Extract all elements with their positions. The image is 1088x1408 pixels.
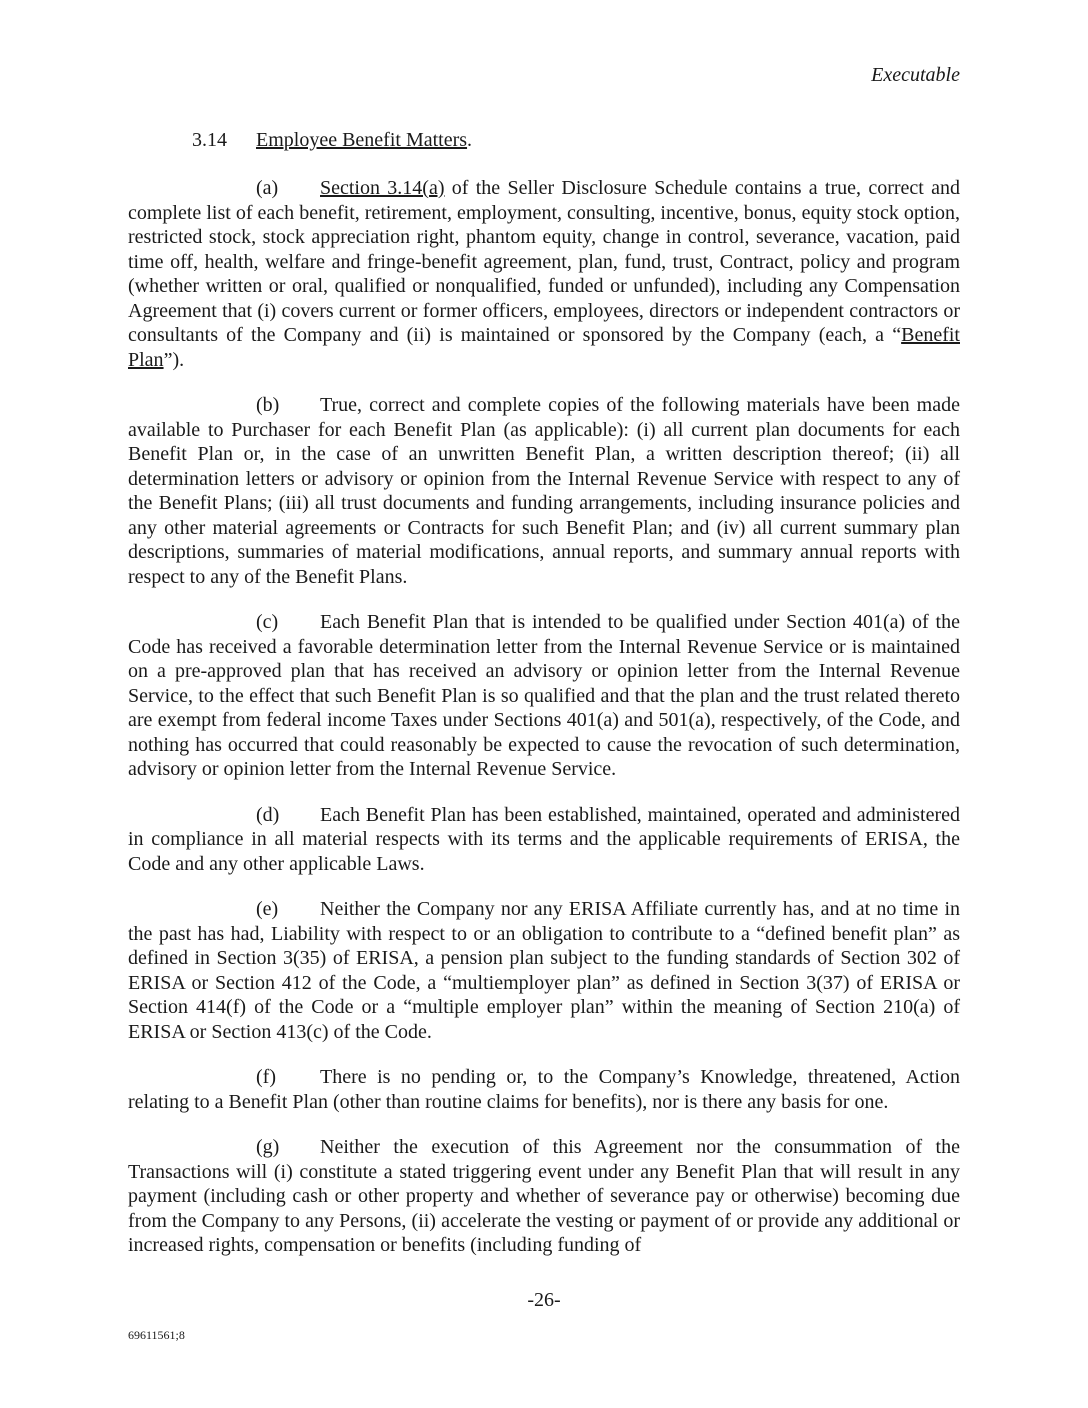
paragraph-g (128, 1135, 960, 1258)
section-reference: Section 3.14(a) (320, 177, 445, 199)
paragraph-label: (g) (256, 1136, 280, 1158)
paragraph-c (128, 610, 960, 782)
paragraph-label: (a) (256, 177, 279, 199)
defined-term: Benefit Plan (128, 324, 960, 371)
section-title-period: . (467, 129, 473, 151)
paragraph-label: (e) (256, 898, 279, 920)
paragraph-text: Neither the Company nor any ERISA Affiliate currently has, and at no time in the past has had, Liability with respect to or an obligation to contribute to a “defined benefit plan” as defined in Section 3(35) of ERISA, a pension plan subject to the funding standards of Section 302 of ERISA or Section 412 of the Code, a “multiemployer plan” as defined in Section 3(37) of ERISA or Section 414(f) of the Code or a “multiple employer plan” within the meaning of Section 210(a) of ERISA or Section 413(c) of the Code. (128, 898, 960, 1043)
paragraph-label: (b) (256, 394, 280, 416)
paragraph-e (128, 897, 960, 1044)
paragraph-text: True, correct and complete copies of the following materials have been made available to Purchaser for each Benefit Plan (as applicable): (i) all current plan documents for each Benefit Plan or, in the case of an unwritten Benefit Plan, a written description thereof; (ii) all determination letters or advisory or opinion from the Internal Revenue Service with respect to any of the Benefit Plans; (iii) all trust documents and funding arrangements, including insurance policies and any other material agreements or Contracts for such Benefit Plan; and (iv) all current summary plan descriptions, summaries of material modifications, annual reports, and summary annual reports with respect to any of the Benefit Plans. (128, 394, 960, 588)
paragraph-text: Each Benefit Plan has been established, maintained, operated and administered in compliance in all material respects with its terms and the applicable requirements of ERISA, the Code and any other applicable Laws. (128, 803, 960, 875)
section-number: 3.14 (192, 129, 227, 151)
section-title: Employee Benefit Matters (256, 129, 468, 151)
paragraph-a (128, 176, 960, 372)
section-heading (192, 129, 472, 152)
paragraph-label: (c) (256, 611, 279, 633)
document-body (128, 176, 960, 1279)
paragraph-label: (f) (256, 1066, 276, 1088)
document-header-label: Executable (871, 64, 960, 86)
paragraph-f (128, 1065, 960, 1114)
paragraph-text-end: ”). (163, 348, 185, 371)
paragraph-label: (d) (256, 803, 280, 826)
paragraph-text: There is no pending or, to the Company’s Knowledge, threatened, Action relating to a Benefit Plan (other than routine claims for benefits), nor is there any basis for one. (128, 1066, 960, 1113)
document-id: 69611561;8 (128, 1328, 185, 1342)
paragraph-text: Each Benefit Plan that is intended to be qualified under Section 401(a) of the Code has received a favorable determination letter from the Internal Revenue Service or is maintained on a pre-approved plan that has received an advisory or opinion letter from the Internal Revenue Service, to the effect that such Benefit Plan is so qualified and that the plan and the trust related thereto are exempt from federal income Taxes under Sections 401(a) and 501(a), respectively, of the Code, and nothing has occurred that could reasonably be expected to cause the revocation of such determination, advisory or opinion letter from the Internal Revenue Service. (128, 611, 960, 780)
paragraph-b (128, 393, 960, 589)
paragraph-text: Neither the execution of this Agreement nor the consummation of the Transactions will (i) constitute a stated triggering event under any Benefit Plan that will result in any payment (including cash or other property and whether of severance pay or otherwise) becoming due from the Company to any Persons, (ii) accelerate the vesting or payment of or provide any additional or increased rights, compensation or benefits (including funding of (128, 1136, 960, 1256)
page-number: -26- (527, 1289, 561, 1311)
paragraph-d (128, 803, 960, 877)
paragraph-text: of the Seller Disclosure Schedule contains a true, correct and complete list of each benefit, retirement, employment, consulting, incentive, bonus, equity stock option, restricted stock, stock appreciation right, phantom equity, change in control, severance, vacation, paid time off, health, welfare and fringe-benefit agreement, plan, fund, trust, Contract, policy and program (whether written or oral, qualified or nonqualified, funded or unfunded), including any Compensation Agreement that (i) covers current or former officers, employees, directors or independent contractors or consultants of the Company and (ii) is maintained or sponsored by the Company (each, a “ (128, 177, 960, 346)
